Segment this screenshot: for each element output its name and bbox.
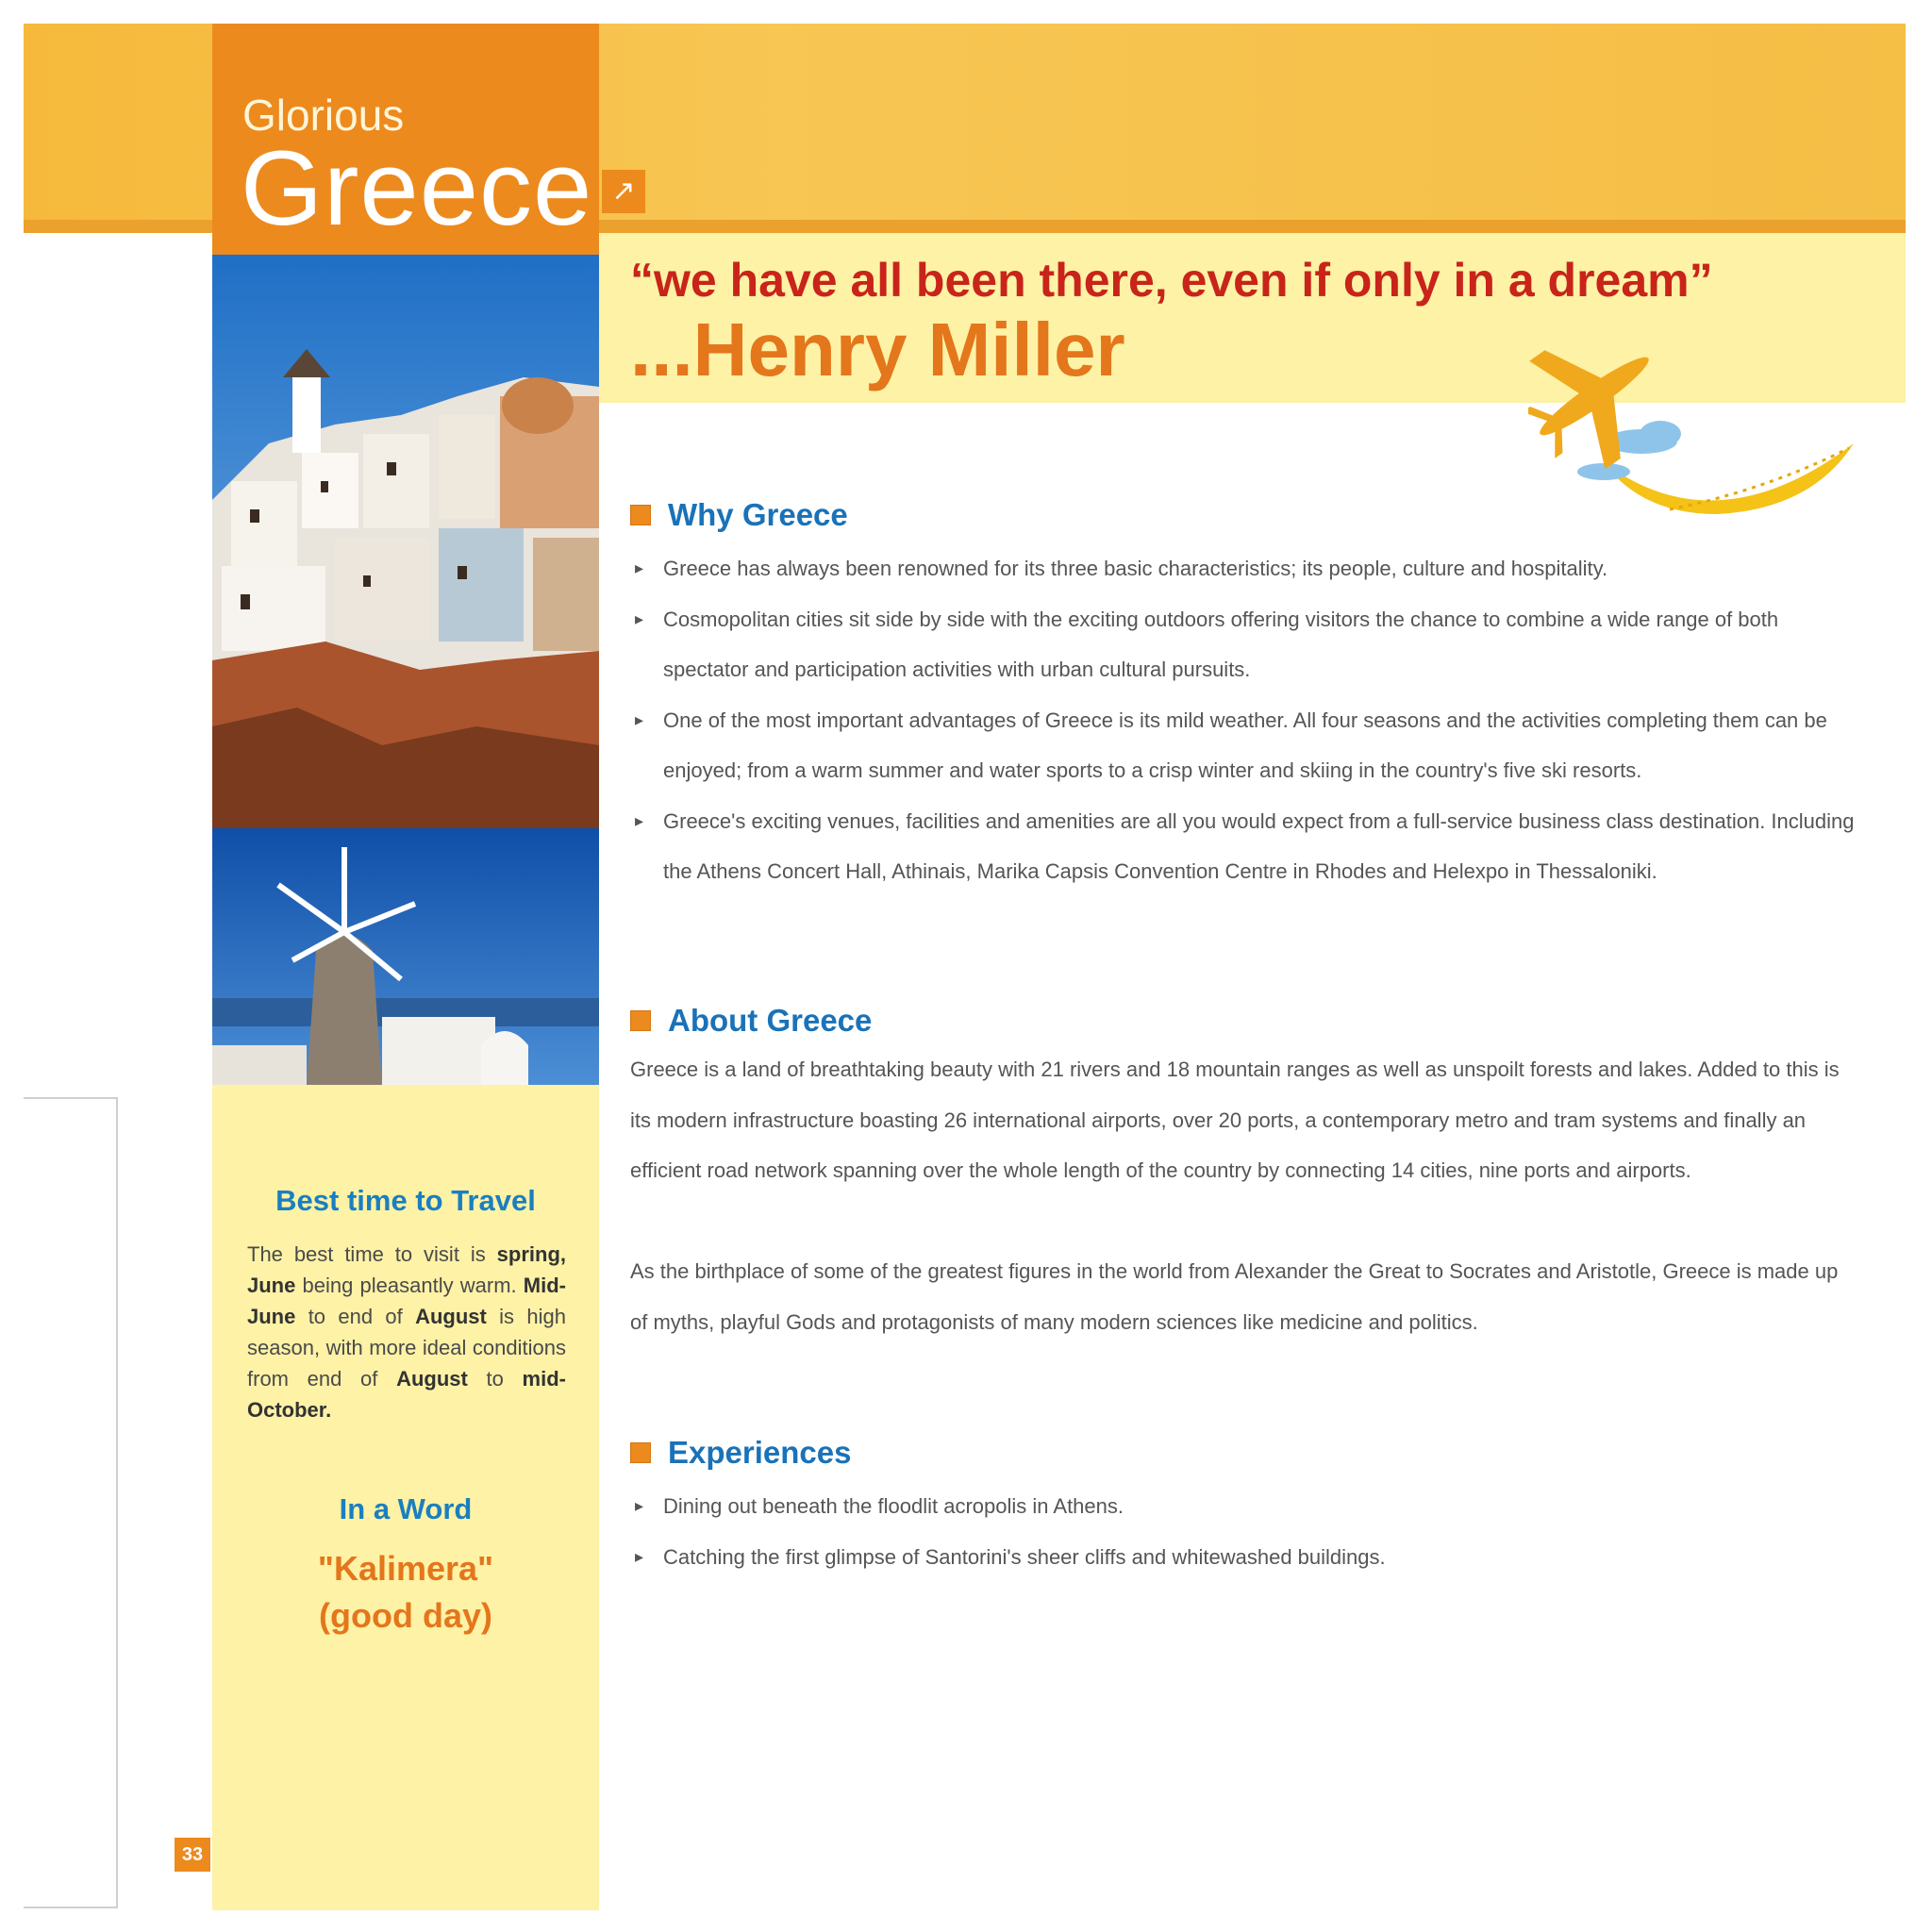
in-a-word-value: "Kalimera" [317, 1549, 494, 1588]
experiences-list [630, 1481, 1857, 1582]
arrow-icon: ↗ [602, 170, 645, 213]
section-title: Why Greece [668, 497, 848, 532]
best-time-body: The best time to visit is spring, June being pleasantly warm. Mid-June to end of August is high season, with more ideal conditions from end of August to mid-October. [247, 1242, 566, 1422]
quote-text: “we have all been there, even if only in a dream” [630, 254, 1713, 307]
section-title: About Greece [668, 1003, 873, 1038]
best-time-title: Best time to Travel [275, 1184, 536, 1217]
list-item: ▸ Cosmopolitan cities sit side by side with the exciting outdoors offering visitors the chance to combine a wide range of both spectator and participation activities with urban cultural pursuits. [630, 594, 1857, 695]
section-experiences [630, 1435, 851, 1471]
section-title: Experiences [668, 1435, 852, 1470]
page-number: 33 [175, 1838, 210, 1872]
section-bullet-icon [630, 1442, 651, 1463]
quote-author: ...Henry Miller [630, 308, 1125, 391]
section-bullet-icon [630, 1010, 651, 1031]
list-item: ▸ One of the most important advantages of Greece is its mild weather. All four seasons and the activities completing them can be enjoyed; from a warm summer and water sports to a crisp winter and skiing in the country's five ski resorts. [630, 695, 1857, 796]
title-small: Glorious [242, 91, 405, 140]
list-item: ▸ Dining out beneath the floodlit acropolis in Athens. [630, 1481, 1857, 1532]
section-about-greece [630, 1003, 872, 1039]
page-edge-frame [24, 1097, 118, 1908]
section-bullet-icon [630, 505, 651, 525]
list-item: ▸ Greece's exciting venues, facilities and amenities are all you would expect from a full-service business class destination. Including the Athens Concert Hall, Athinais, Marika Capsis Convention Centre in Rhodes and Helexpo in Thessaloniki. [630, 796, 1857, 897]
about-paragraph: As the birthplace of some of the greatest figures in the world from Alexander the Great to Socrates and Aristotle, Greece is made up of myths, playful Gods and protagonists of many modern sciences like medicine and politics. [630, 1259, 1839, 1334]
list-item: ▸ Catching the first glimpse of Santorini's sheer cliffs and whitewashed buildings. [630, 1532, 1857, 1583]
list-item: ▸ Greece has always been renowned for its three basic characteristics; its people, culture and hospitality. [630, 543, 1857, 594]
airplane-icon [1528, 330, 1868, 528]
windmill-photo [212, 828, 599, 1087]
santorini-photo [212, 255, 599, 830]
about-paragraph: Greece is a land of breathtaking beauty with 21 rivers and 18 mountain ranges as well as unspoilt forests and lakes. Added to this is its modern infrastructure boasting 26 international airports, over 20 ports, a contemporary metro and tram systems and finally an efficient road network spanning over the whole length of the country by connecting 14 cities, nine ports and airports. [630, 1058, 1840, 1182]
in-a-word-title: In a Word [339, 1492, 473, 1525]
why-greece-list [630, 543, 1857, 897]
page-title: Greece [241, 129, 593, 247]
in-a-word-meaning: (good day) [319, 1596, 492, 1635]
section-why-greece [630, 497, 848, 533]
